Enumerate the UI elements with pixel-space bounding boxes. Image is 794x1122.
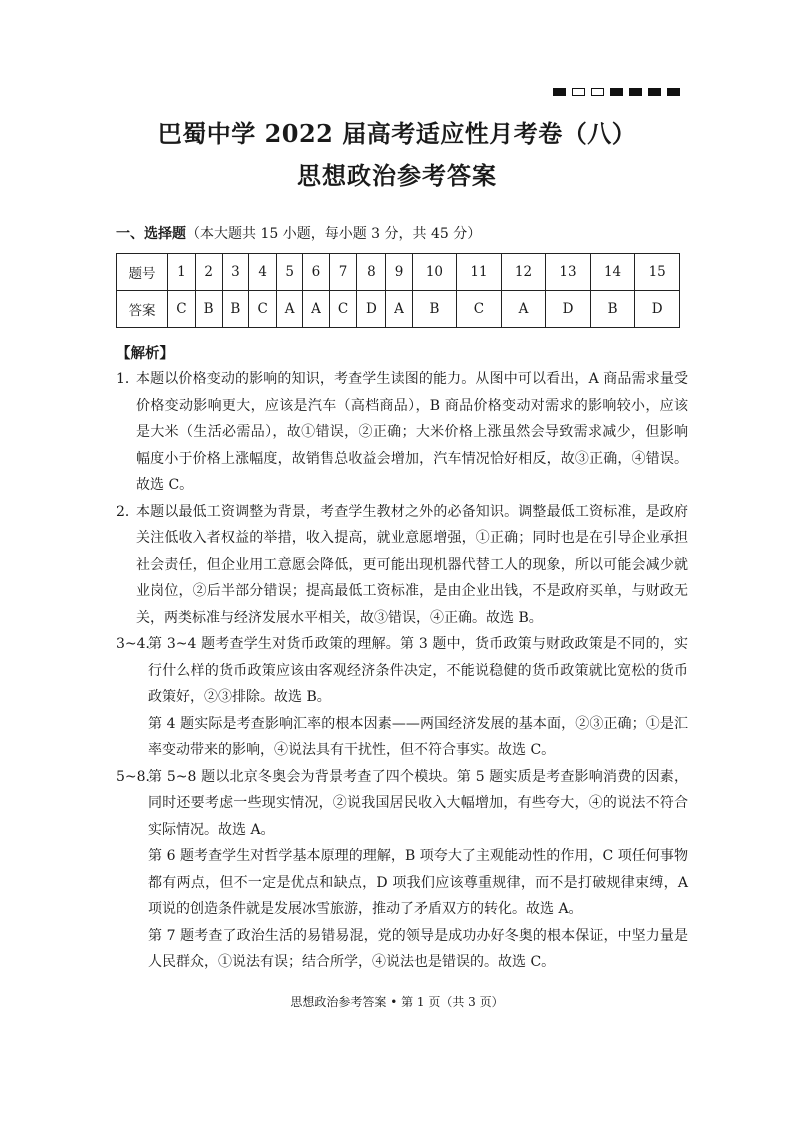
- marker-filled: [667, 88, 680, 96]
- question-number: 11: [457, 254, 502, 291]
- question-number: 3: [222, 254, 249, 291]
- analysis-heading: 【解析】: [116, 345, 174, 362]
- answer-cell: D: [546, 291, 591, 328]
- question-number: 10: [412, 254, 457, 291]
- analysis-item-2: [116, 499, 688, 632]
- answer-cell: D: [635, 291, 680, 328]
- item-number: 5~8．: [116, 768, 160, 785]
- item-number: 2．: [116, 503, 139, 520]
- question-number: 9: [386, 254, 412, 291]
- answer-cell: C: [329, 291, 357, 328]
- answer-cell: A: [303, 291, 329, 328]
- question-number: 2: [195, 254, 222, 291]
- marker-filled: [553, 88, 566, 96]
- answer-cell: D: [357, 291, 386, 328]
- answer-row: [117, 291, 680, 328]
- row-label-question: 题号: [117, 254, 168, 291]
- section-note: （本大题共 15 小题，每小题 3 分，共 45 分）: [186, 226, 482, 242]
- answer-cell: B: [590, 291, 635, 328]
- answer-cell: B: [222, 291, 249, 328]
- page-footer: 思想政治参考答案 • 第 1 页（共 3 页）: [290, 995, 504, 1009]
- section-label: 一、选择题: [116, 226, 186, 242]
- question-number-row: [117, 254, 680, 291]
- item-text: 本题以价格变动的影响的知识，考查学生读图的能力。从图中可以看出，A 商品需求量受价格变动影响更大，应该是汽车（高档商品），B 商品价格变动对需求的影响较小，应该是大米（生活必需品），故①错误，②正确；大米价格上涨虽然会导致需求减少，但影响幅度小于价格上涨幅度，故销售总收益会增加，汽车情况恰好相反，故③正确，④错误。故选 C。: [136, 371, 688, 493]
- question-number: 8: [357, 254, 386, 291]
- analysis-item-5-8: [116, 764, 688, 844]
- item-text: 第 3~4 题考查学生对货币政策的理解。第 3 题中，货币政策与财政政策是不同的，实行什么样的货币政策应该由客观经济条件决定，不能说稳健的货币政策就比宽松的货币政策好，②③排除。故选 B。: [148, 636, 688, 705]
- exam-title: 巴蜀中学 2022 届高考适应性月考卷（八）: [157, 119, 637, 148]
- marker-hollow: [591, 88, 604, 96]
- question-number: 7: [329, 254, 357, 291]
- question-number: 5: [277, 254, 303, 291]
- item-paragraph: 第 7 题考查了政治生活的易错易混，党的领导是成功办好冬奥的根本保证，中坚力量是人民群众，①说法有误；结合所学，④说法也是错误的。故选 C。: [148, 927, 688, 970]
- answer-cell: B: [195, 291, 222, 328]
- marker-hollow: [572, 88, 585, 96]
- answer-cell: A: [386, 291, 412, 328]
- answer-cell: C: [168, 291, 196, 328]
- question-number: 15: [635, 254, 680, 291]
- marker-filled: [648, 88, 661, 96]
- page-marker-blocks: [553, 88, 680, 96]
- answer-cell: C: [457, 291, 502, 328]
- item-number: 1．: [116, 371, 139, 387]
- question-number: 12: [501, 254, 546, 291]
- answer-cell: C: [249, 291, 277, 328]
- question-number: 14: [590, 254, 635, 291]
- question-number: 13: [546, 254, 591, 291]
- item-text: 第 5~8 题以北京冬奥会为背景考查了四个模块。第 5 题实质是考查影响消费的因素，同时还要考虑一些现实情况，②说我国居民收入大幅增加，有些夸大，④的说法不符合实际情况。故选 A。: [148, 768, 688, 838]
- question-number: 6: [303, 254, 329, 291]
- answer-cell: A: [277, 291, 303, 328]
- answer-cell: A: [501, 291, 546, 328]
- answer-cell: B: [412, 291, 457, 328]
- analysis-body: [116, 366, 688, 976]
- marker-filled: [610, 88, 623, 96]
- item-paragraph: 第 4 题实际是考查影响汇率的根本因素——两国经济发展的基本面，②③正确；①是汇率变动带来的影响，④说法具有干扰性，但不符合事实。故选 C。: [148, 715, 688, 758]
- section-heading: [116, 223, 481, 243]
- analysis-item-1: [116, 366, 688, 499]
- item-text: 本题以最低工资调整为背景，考查学生教材之外的必备知识。调整最低工资标准，是政府关注低收入者权益的举措，收入提高，就业意愿增强，①正确；同时也是在引导企业承担社会责任，但企业用工意愿会降低，更可能出现机器代替工人的现象，所以可能会减少就业岗位，②后半部分错误；提高最低工资标准，是由企业出钱，不是政府买单，与财政无关，两类标准与经济发展水平相关，故③错误，④正确。故选 B。: [136, 503, 688, 626]
- marker-filled: [629, 88, 642, 96]
- question-number: 4: [249, 254, 277, 291]
- document-subtitle: 思想政治参考答案: [297, 161, 497, 190]
- item-number: 3~4．: [116, 636, 160, 652]
- question-number: 1: [168, 254, 196, 291]
- answer-table: [116, 253, 680, 328]
- row-label-answer: 答案: [117, 291, 168, 328]
- item-paragraph: 第 6 题考查学生对哲学基本原理的理解，B 项夸大了主观能动性的作用，C 项任何事物都有两点，但不一定是优点和缺点，D 项我们应该尊重规律，而不是打破规律束缚，A 项说的创造条件就是发展冰雪旅游，推动了矛盾双方的转化。故选 A。: [148, 848, 688, 917]
- analysis-item-3-4: [116, 631, 688, 711]
